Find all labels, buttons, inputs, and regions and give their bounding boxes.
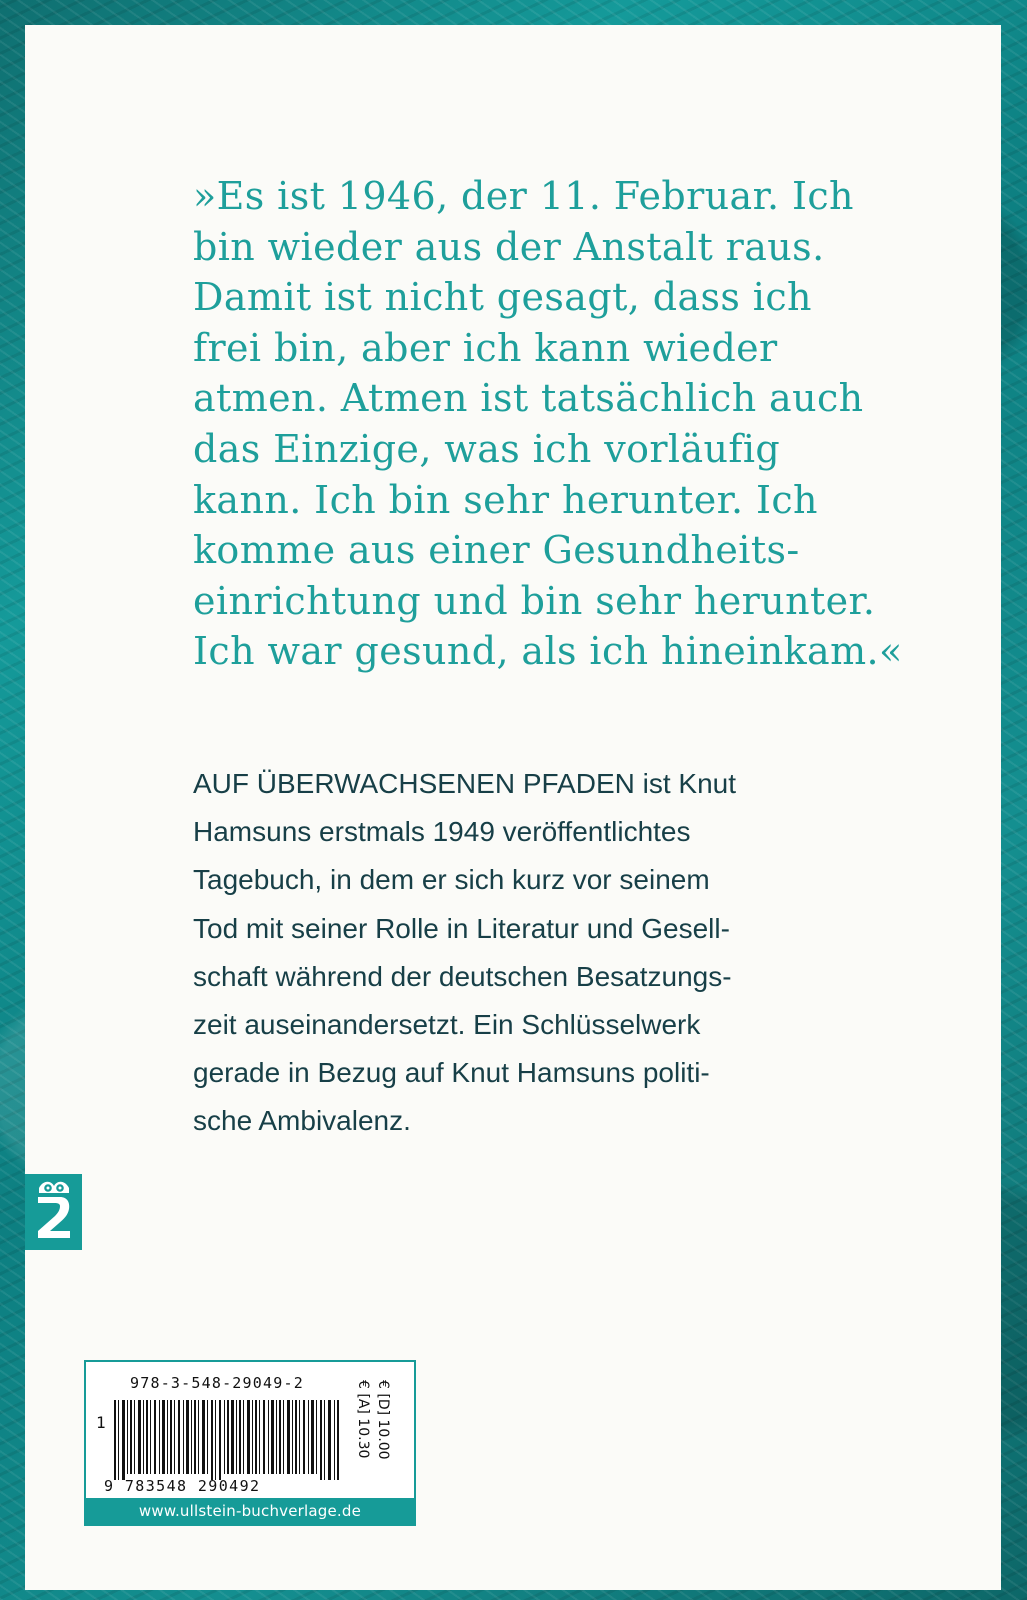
quote-line: einrichtung und bin sehr herunter. (193, 578, 876, 623)
quote-line: frei bin, aber ich kann wieder (193, 325, 778, 370)
quote-line: atmen. Atmen ist tatsächlich auch (193, 376, 864, 421)
quote-line: bin wieder aus der Anstalt raus. (193, 224, 825, 269)
barcode-lead-digit: 1 (96, 1413, 106, 1432)
quote-line: »Es ist 1946, der 11. Februar. Ich (193, 174, 854, 218)
white-panel (25, 25, 1001, 1590)
description-line: Tod mit seiner Rolle in Literatur und Gesell- (193, 912, 730, 944)
barcode-block (84, 1360, 416, 1526)
publisher-logo (25, 1174, 82, 1250)
quote-line: Ich war gesund, als ich hineinkam.« (193, 629, 903, 674)
description-line: Hamsuns erstmals 1949 veröffentlichtes (193, 816, 691, 848)
publisher-website: www.ullstein-buchverlage.de (86, 1498, 414, 1524)
barcode-bars (114, 1400, 340, 1480)
owl-logo-icon (25, 1174, 82, 1250)
description-line: Tagebuch, in dem er sich kurz vor seinem (193, 864, 710, 896)
description-line: AUF ÜBERWACHSENEN PFADEN ist Knut (193, 768, 737, 799)
price-germany: € [D] 10.00 (375, 1380, 391, 1460)
description-line: schaft während der deutschen Besatzungs- (193, 960, 732, 992)
description-line: zeit auseinandersetzt. Ein Schlüsselwerk (193, 1009, 701, 1041)
barcode-digits: 9 783548 290492 (104, 1477, 261, 1495)
quote-line: komme aus einer Gesundheits- (193, 528, 800, 573)
book-description (193, 760, 883, 1146)
quote-line: Damit ist nicht gesagt, dass ich (193, 275, 812, 320)
description-line: sche Ambivalenz. (193, 1105, 411, 1137)
quote-line: das Einzige, was ich vorläufig (193, 426, 781, 471)
quote-block (193, 171, 903, 677)
description-line: gerade in Bezug auf Knut Hamsuns politi- (193, 1057, 710, 1089)
quote-line: kann. Ich bin sehr herunter. Ich (193, 477, 818, 522)
price-austria: € [A] 10.30 (355, 1380, 371, 1459)
isbn-text: 978-3-548-29049-2 (130, 1374, 304, 1392)
